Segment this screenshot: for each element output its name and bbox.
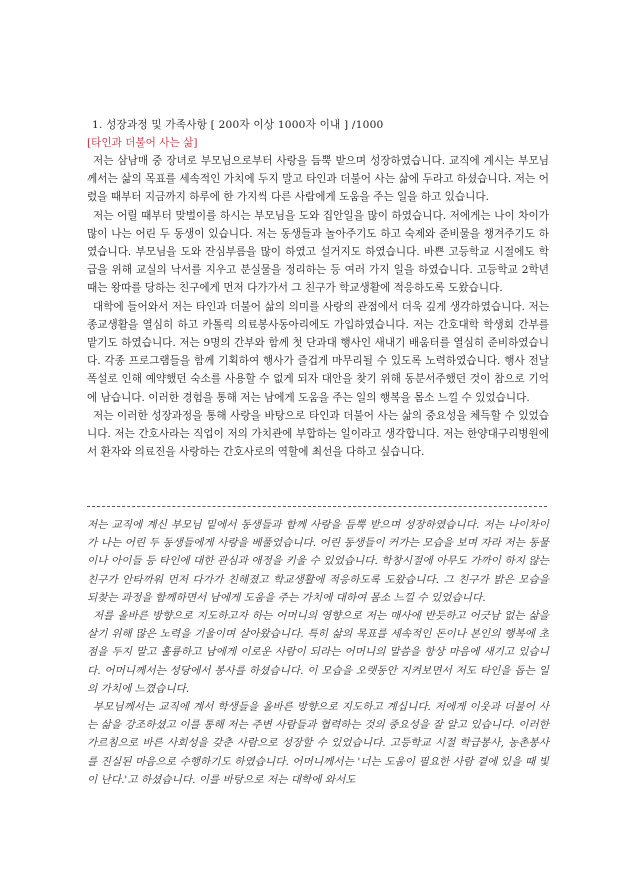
draft-paragraph: 부모님께서는 교직에 계서 학생들을 올바른 방향으로 지도하고 계십니다. 저에게 이웃과 더불어 사는 삶을 강조하셨고 이를 통해 저는 주변 사람들과 협력하는 것의 중요성을 잘 알고 있습니다. 이러한 가르침으로 바른 사회성을 갖춘 사람으로 성장할 수 있었습니다. 고등학교 시절 학급봉사, 농촌봉사를 진실된 마음으로 수행하기도 하였습니다. 어머니께서는 '너는 도움이 필요한 사람 곁에 있을 때 빛이 난다.'고 하셨습니다. 이를 바탕으로 저는 대학에 와서도	[87, 701, 549, 786]
draft-paragraph: 저는 교직에 계신 부모님 밑에서 동생들과 함께 사랑을 듬뿍 받으며 성장하였습니다. 저는 나이차이가 나는 어린 두 동생들에게 사랑을 베풀었습니다. 어린 동생들이 커가는 모습을 보며 자라 저는 동물이나 아이들 등 타인에 대한 관심과 애정을 키울 수 있었습니다. 학창시절에 아무도 가까이 하지 않는 친구가 안타까워 먼저 다가가 친해졌고 학교생활에 적응하도록 도왔습니다. 그 친구가 밝은 모습을 되찾는 과정을 함께하면서 남에게 도움을 주는 가치에 대하여 몸소 느낄 수 있었습니다.	[87, 519, 549, 604]
essay-body	[87, 152, 549, 461]
section-heading: 1. 성장과정 및 가족사항 [ 200자 이상 1000자 이내 ] /1000	[92, 119, 384, 131]
draft-paragraph: 저를 올바른 방향으로 지도하고자 하는 어머니의 영향으로 저는 매사에 반듯하고 어긋남 없는 삶을 살기 위해 많은 노력을 기울이며 살아왔습니다. 특히 삶의 목표를 세속적인 돈이나 본인의 행복에 초점을 두지 말고 훌륭하고 남에게 이로운 사람이 되라는 어머니의 말씀을 항상 마음에 새기고 있습니다. 어머니께서는 성당에서 봉사를 하셨습니다. 이 모습을 오랫동안 지켜보면서 저도 타인을 돕는 일의 가치에 느꼈습니다.	[87, 610, 549, 695]
body-paragraph: 저는 삼남매 중 장녀로 부모님으로부터 사랑을 듬뿍 받으며 성장하였습니다. 교직에 계시는 부모님께서는 삶의 목표를 세속적인 가치에 두지 말고 타인과 더불어 사는 삶에 두라고 하셨습니다. 저는 어렸을 때부터 지금까지 하루에 한 가지씩 다른 사람에게 도움을 주는 일을 하고 있습니다.	[87, 155, 549, 204]
body-paragraph: 저는 이러한 성장과정을 통해 사랑을 바탕으로 타인과 더불어 사는 삶의 중요성을 체득할 수 있었습니다. 저는 간호사라는 직업이 저의 가치관에 부합하는 일이라고 생각합니다. 저는 한양대구리병원에서 환자와 의료진을 사랑하는 간호사로의 역할에 최선을 다하고 싶습니다.	[87, 409, 549, 459]
draft-body	[87, 516, 549, 789]
body-paragraph: 대학에 들어와서 저는 타인과 더불어 삶의 의미를 사랑의 관점에서 더욱 깊게 생각하였습니다. 저는 종교생활을 열심히 하고 카톨릭 의료봉사동아리에도 가입하였습니다. 저는 간호대학 학생회 간부를 맡기도 하였습니다. 저는 9명의 간부와 함께 첫 단과대 행사인 새내기 배움터를 열심히 준비하였습니다. 각종 프로그램들을 함께 기획하여 행사가 즐겁게 마무리될 수 있도록 노력하였습니다. 행사 전날 폭설로 인해 예약했던 숙소를 사용할 수 없게 되자 대안을 찾기 위해 동분서주했던 것이 참으로 기억에 남습니다. 이러한 경험을 통해 저는 남에게 도움을 주는 일의 행복을 몸소 느낄 수 있었습니다.	[87, 300, 549, 404]
body-paragraph: 저는 어릴 때부터 맞벌이를 하시는 부모님을 도와 집안일을 많이 하였습니다. 저에게는 나이 차이가 많이 나는 어린 두 동생이 있습니다. 저는 동생들과 놀아주기도 하고 숙제와 준비물을 챙겨주기도 하였습니다. 부모님을 도와 잔심부름을 많이 하였고 설거지도 하였습니다. 바쁜 고등학교 시절에도 학급을 위해 교실의 낙서를 지우고 분실물을 정리하는 등 여러 가지 일을 하였습니다. 고등학교 2학년 때는 왕따를 당하는 친구에게 먼저 다가가서 그 친구가 학교생활에 적응하도록 도왔습니다.	[87, 209, 549, 295]
dashed-divider	[87, 506, 547, 507]
essay-subtitle: [타인과 더불어 사는 삶]	[87, 137, 198, 149]
